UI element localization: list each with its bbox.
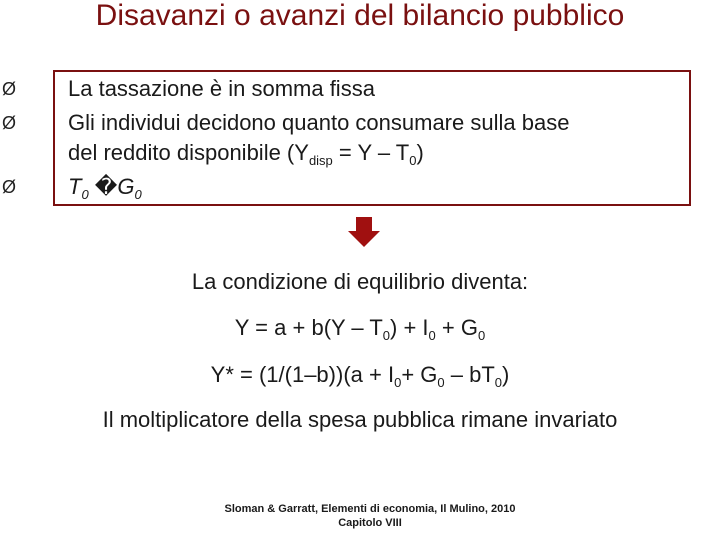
bullet-text: La tassazione è in somma fissa [68, 76, 375, 101]
subscript: 0 [409, 153, 417, 168]
text-segment: – bT [444, 362, 495, 387]
subscript: 0 [477, 328, 486, 343]
subscript: 0 [394, 375, 402, 390]
subscript: 0 [428, 328, 436, 343]
arrow-bullet-icon: Ø [2, 79, 17, 99]
text-segment: ) + I [390, 315, 429, 340]
relation-symbol: � [88, 174, 118, 199]
arrow-bullet-icon: Ø [2, 113, 17, 133]
text-segment: T [68, 174, 82, 199]
down-arrow-icon [347, 217, 381, 247]
bullet-text: Gli individui decidono quanto consumare sulla base [68, 110, 570, 135]
subscript: 0 [134, 187, 142, 202]
bullet-text-formula [68, 138, 424, 168]
citation-chapter: Capitolo VIII [338, 517, 402, 529]
text-segment: ) [416, 140, 424, 165]
text-segment: Y = a + b(Y – T [234, 315, 383, 340]
citation-footer [160, 502, 580, 530]
subscript: 0 [382, 328, 391, 343]
conclusion-text: Il moltiplicatore della spesa pubblica rimane invariato [102, 407, 618, 432]
text-segment: Y* = (1/(1–b))(a + I [210, 362, 395, 387]
text-segment: + G [435, 315, 478, 340]
text-segment: + G [401, 362, 438, 387]
equilibrium-heading: La condizione di equilibrio diventa: [191, 269, 529, 294]
text-segment: G [117, 174, 135, 199]
text-segment: ) [502, 362, 510, 387]
equation-2 [0, 360, 720, 390]
subscript: 0 [437, 375, 445, 390]
text-segment: del reddito disponibile (Y [68, 140, 309, 165]
subscript: disp [308, 153, 333, 168]
arrow-bullet-icon: Ø [2, 177, 17, 197]
text-segment: = Y – T [332, 140, 410, 165]
subscript: 0 [81, 187, 89, 202]
bullet-text-formula [68, 172, 142, 202]
equation-1 [0, 313, 720, 343]
subscript: 0 [494, 375, 502, 390]
citation-line: Sloman & Garratt, Elementi di economia, Il Mulino, 2010 [224, 503, 516, 515]
slide-title: Disavanzi o avanzi del bilancio pubblico [95, 0, 625, 32]
